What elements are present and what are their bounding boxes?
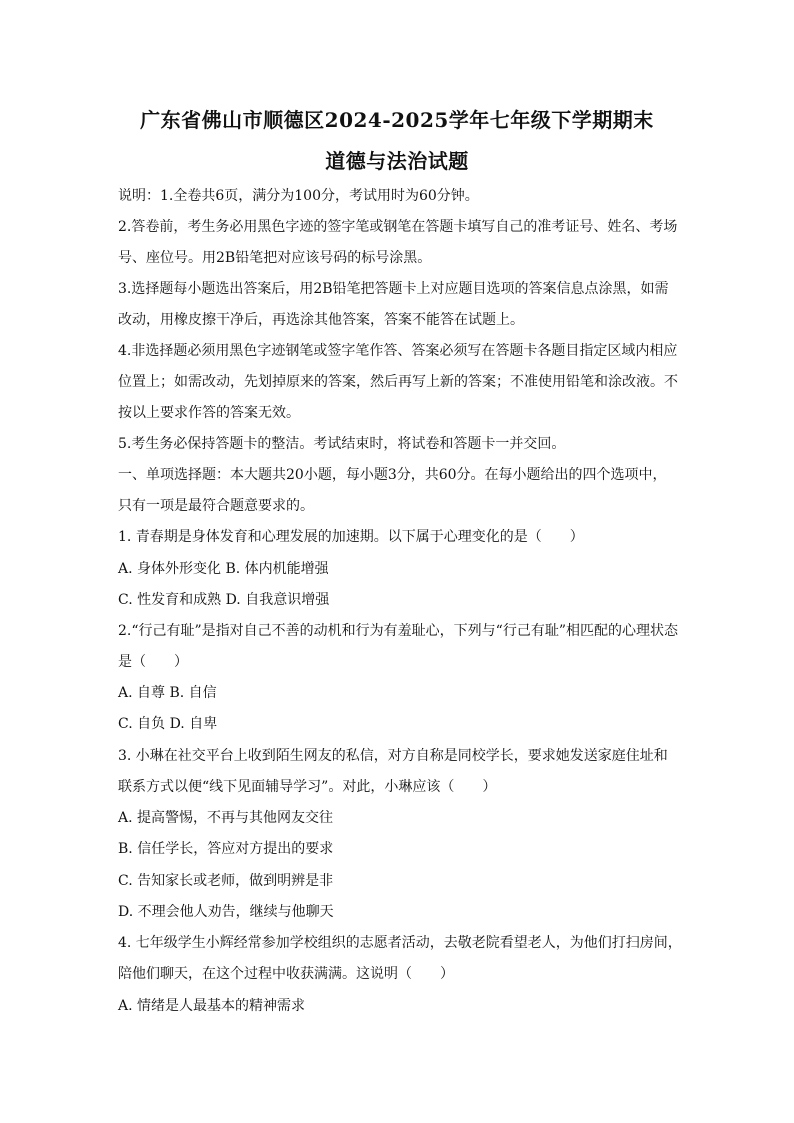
instruction-line: 位置上；如需改动，先划掉原来的答案，然后再写上新的答案；不准使用铅笔和涂改液。不 <box>118 374 678 390</box>
question-option: A. 自尊 B. 自信 <box>118 685 217 701</box>
question-option: D. 不理会他人劝告，继续与他聊天 <box>118 904 334 920</box>
question-option: A. 情绪是人最基本的精神需求 <box>118 998 306 1014</box>
instruction-line: 3.选择题每小题选出答案后，用2B铅笔把答题卡上对应题目选项的答案信息点涂黑，如需 <box>118 281 669 297</box>
question-stem: 陪他们聊天，在这个过程中收获满满。这说明（ ） <box>118 966 454 982</box>
instruction-line: 4.非选择题必须用黑色字迹钢笔或签字笔作答、答案必须写在答题卡各题目指定区域内相应 <box>118 343 678 359</box>
question-option: B. 信任学长，答应对方提出的要求 <box>118 841 334 857</box>
question-option: A. 身体外形变化 B. 体内机能增强 <box>118 561 329 577</box>
question-option: C. 性发育和成熟 D. 自我意识增强 <box>118 592 330 608</box>
question-stem: 是（ ） <box>118 654 188 670</box>
question-option: A. 提高警惕，不再与其他网友交往 <box>118 810 334 826</box>
question-stem: 联系方式以便“线下见面辅导学习”。对此，小琳应该（ ） <box>118 779 497 795</box>
question-option: C. 告知家长或老师，做到明辨是非 <box>118 873 334 889</box>
instruction-line: 说明：1.全卷共6页，满分为100分，考试用时为60分钟。 <box>118 188 479 204</box>
question-stem: 4. 七年级学生小辉经常参加学校组织的志愿者活动，去敬老院看望老人，为他们打扫房间， <box>118 935 682 951</box>
question-stem: 3. 小琳在社交平台上收到陌生网友的私信，对方自称是同校学长，要求她发送家庭住址和 <box>118 748 668 764</box>
question-option: C. 自负 D. 自卑 <box>118 716 218 732</box>
page-title: 广东省佛山市顺德区2024-2025学年七年级下学期期末 <box>140 108 654 132</box>
instruction-line: 2.答卷前，考生务必用黑色字迹的签字笔或钢笔在答题卡填写自己的准考证号、姓名、考场 <box>118 219 678 235</box>
instruction-line: 按以上要求作答的答案无效。 <box>118 405 300 421</box>
instruction-line: 5.考生务必保持答题卡的整洁。考试结束时，将试卷和答题卡一并交回。 <box>118 436 566 452</box>
instruction-line: 改动，用橡皮擦干净后，再选涂其他答案，答案不能答在试题上。 <box>118 312 524 328</box>
page-subtitle: 道德与法治试题 <box>325 149 469 173</box>
question-stem: 1. 青春期是身体发育和心理发展的加速期。以下属于心理变化的是（ ） <box>118 529 584 545</box>
section-heading-line: 一、单项选择题：本大题共20小题，每小题3分，共60分。在每小题给出的四个选项中， <box>118 467 667 483</box>
section-heading-line: 只有一项是最符合题意要求的。 <box>118 498 314 514</box>
question-stem: 2.“行己有耻”是指对自己不善的动机和行为有羞耻心，下列与“行己有耻”相匹配的心理状态 <box>118 623 678 639</box>
instruction-line: 号、座位号。用2B铅笔把对应该号码的标号涂黑。 <box>118 250 432 266</box>
